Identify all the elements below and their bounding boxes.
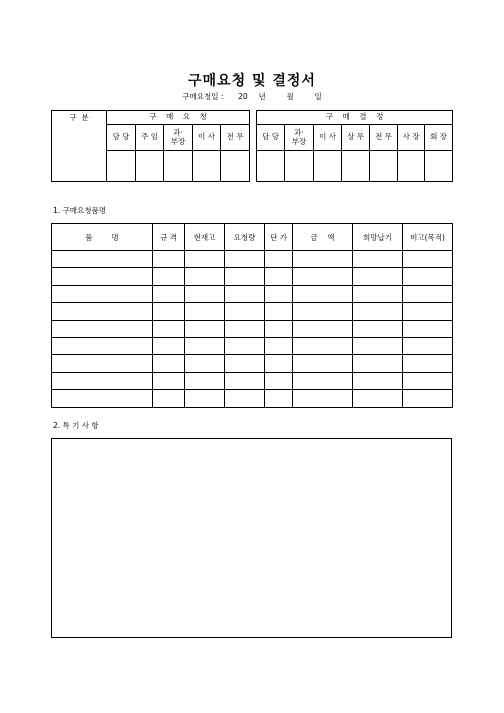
table-cell[interactable] xyxy=(293,268,353,285)
decision-sign-box-0[interactable] xyxy=(257,151,285,182)
decision-role-5: 사 장 xyxy=(398,125,425,151)
table-cell[interactable] xyxy=(293,251,353,268)
table-row xyxy=(52,337,453,354)
table-cell[interactable] xyxy=(403,372,453,389)
decision-sign-box-1[interactable] xyxy=(285,151,314,182)
table-row xyxy=(52,251,453,268)
table-cell[interactable] xyxy=(293,285,353,302)
request-date-year-prefix: 20 xyxy=(238,92,248,101)
table-cell[interactable] xyxy=(52,268,153,285)
items-column-header-1: 규 격 xyxy=(153,224,185,251)
request-role-2: 과· 부장 xyxy=(164,125,193,151)
table-row xyxy=(52,268,453,285)
table-cell[interactable] xyxy=(52,390,153,407)
request-date-line xyxy=(0,91,504,102)
table-cell[interactable] xyxy=(185,251,225,268)
table-row xyxy=(52,320,453,337)
table-cell[interactable] xyxy=(185,320,225,337)
decision-sign-box-4[interactable] xyxy=(370,151,398,182)
table-cell[interactable] xyxy=(293,372,353,389)
table-cell[interactable] xyxy=(52,372,153,389)
request-sign-box-0[interactable] xyxy=(107,151,136,182)
table-cell[interactable] xyxy=(403,320,453,337)
table-cell[interactable] xyxy=(353,251,403,268)
items-header-row xyxy=(52,224,453,251)
table-cell[interactable] xyxy=(225,390,265,407)
decision-sign-box-6[interactable] xyxy=(425,151,453,182)
table-cell[interactable] xyxy=(185,355,225,372)
request-date-day: 일 xyxy=(314,92,322,101)
table-cell[interactable] xyxy=(52,251,153,268)
table-cell[interactable] xyxy=(293,337,353,354)
table-cell[interactable] xyxy=(265,355,293,372)
table-cell[interactable] xyxy=(153,320,185,337)
table-cell[interactable] xyxy=(265,268,293,285)
table-cell[interactable] xyxy=(353,390,403,407)
request-approval-table xyxy=(51,110,250,182)
request-role-3: 이 사 xyxy=(193,125,221,151)
table-cell[interactable] xyxy=(353,285,403,302)
table-cell[interactable] xyxy=(353,320,403,337)
table-cell[interactable] xyxy=(265,390,293,407)
decision-sign-box-3[interactable] xyxy=(342,151,370,182)
table-cell[interactable] xyxy=(153,251,185,268)
table-cell[interactable] xyxy=(293,320,353,337)
table-cell[interactable] xyxy=(52,303,153,320)
division-cell xyxy=(52,111,107,182)
document-title: 구매요청 및 결정서 xyxy=(188,73,316,89)
table-cell[interactable] xyxy=(153,337,185,354)
table-cell[interactable] xyxy=(153,303,185,320)
request-role-1: 주 임 xyxy=(136,125,164,151)
table-cell[interactable] xyxy=(293,390,353,407)
table-cell[interactable] xyxy=(52,320,153,337)
table-cell[interactable] xyxy=(185,372,225,389)
request-sign-box-1[interactable] xyxy=(136,151,164,182)
table-cell[interactable] xyxy=(185,268,225,285)
decision-approval-table xyxy=(256,110,453,182)
items-column-header-4: 단 가 xyxy=(265,224,293,251)
table-cell[interactable] xyxy=(403,337,453,354)
notes-section-label: 2. 특 기 사 항 xyxy=(53,421,99,430)
table-cell[interactable] xyxy=(225,251,265,268)
request-group-header: 구 매 요 청 xyxy=(107,111,250,125)
decision-sign-box-5[interactable] xyxy=(398,151,425,182)
request-date-label: 구매요청일 : xyxy=(182,92,224,101)
table-cell[interactable] xyxy=(293,303,353,320)
items-column-header-5: 금 액 xyxy=(293,224,353,251)
table-cell[interactable] xyxy=(153,390,185,407)
table-cell[interactable] xyxy=(153,285,185,302)
table-cell[interactable] xyxy=(225,320,265,337)
decision-group-header: 구 매 결 정 xyxy=(257,111,453,125)
table-row xyxy=(52,303,453,320)
table-cell[interactable] xyxy=(185,285,225,302)
request-sign-box-2[interactable] xyxy=(164,151,193,182)
decision-role-3: 상 무 xyxy=(342,125,370,151)
table-cell[interactable] xyxy=(265,337,293,354)
table-cell[interactable] xyxy=(353,372,403,389)
table-cell[interactable] xyxy=(403,303,453,320)
table-cell[interactable] xyxy=(265,372,293,389)
items-column-header-2: 현재고 xyxy=(185,224,225,251)
table-cell[interactable] xyxy=(403,268,453,285)
decision-role-0: 담 당 xyxy=(257,125,285,151)
table-cell[interactable] xyxy=(185,303,225,320)
table-cell[interactable] xyxy=(52,337,153,354)
table-cell[interactable] xyxy=(265,320,293,337)
table-cell[interactable] xyxy=(52,355,153,372)
table-cell[interactable] xyxy=(265,251,293,268)
table-cell[interactable] xyxy=(353,268,403,285)
table-cell[interactable] xyxy=(225,372,265,389)
table-cell[interactable] xyxy=(225,285,265,302)
table-row xyxy=(52,390,453,407)
decision-role-6: 회 장 xyxy=(425,125,453,151)
table-row xyxy=(52,355,453,372)
table-cell[interactable] xyxy=(153,372,185,389)
items-column-header-0: 품 명 xyxy=(52,224,153,251)
decision-role-4: 전 무 xyxy=(370,125,398,151)
table-cell[interactable] xyxy=(185,390,225,407)
items-column-header-3: 요청량 xyxy=(225,224,265,251)
notes-box[interactable] xyxy=(51,438,452,638)
division-label: 구 분 xyxy=(69,113,89,122)
table-cell[interactable] xyxy=(153,355,185,372)
table-cell[interactable] xyxy=(153,268,185,285)
table-cell[interactable] xyxy=(403,251,453,268)
table-cell[interactable] xyxy=(403,285,453,302)
table-cell[interactable] xyxy=(353,355,403,372)
items-column-header-7: 비고(목적) xyxy=(403,224,453,251)
table-cell[interactable] xyxy=(265,303,293,320)
table-cell[interactable] xyxy=(265,285,293,302)
items-table xyxy=(51,223,453,408)
items-section-label: 1. 구매요청품명 xyxy=(53,206,107,215)
decision-sign-box-2[interactable] xyxy=(314,151,342,182)
table-cell[interactable] xyxy=(353,337,403,354)
request-date-month: 월 xyxy=(286,92,294,101)
request-role-4: 전 무 xyxy=(221,125,250,151)
request-sign-box-4[interactable] xyxy=(221,151,250,182)
table-row xyxy=(52,372,453,389)
request-date-year: 년 xyxy=(258,92,266,101)
table-cell[interactable] xyxy=(225,303,265,320)
table-cell[interactable] xyxy=(403,355,453,372)
decision-role-2: 이 사 xyxy=(314,125,342,151)
table-cell[interactable] xyxy=(403,390,453,407)
request-role-0: 담 당 xyxy=(107,125,136,151)
table-cell[interactable] xyxy=(293,355,353,372)
table-cell[interactable] xyxy=(353,303,403,320)
table-cell[interactable] xyxy=(225,268,265,285)
table-cell[interactable] xyxy=(185,337,225,354)
table-cell[interactable] xyxy=(225,355,265,372)
request-sign-box-3[interactable] xyxy=(193,151,221,182)
table-cell[interactable] xyxy=(225,337,265,354)
items-column-header-6: 희망납기 xyxy=(353,224,403,251)
table-cell[interactable] xyxy=(52,285,153,302)
decision-role-1: 과· 부장 xyxy=(285,125,314,151)
table-row xyxy=(52,285,453,302)
